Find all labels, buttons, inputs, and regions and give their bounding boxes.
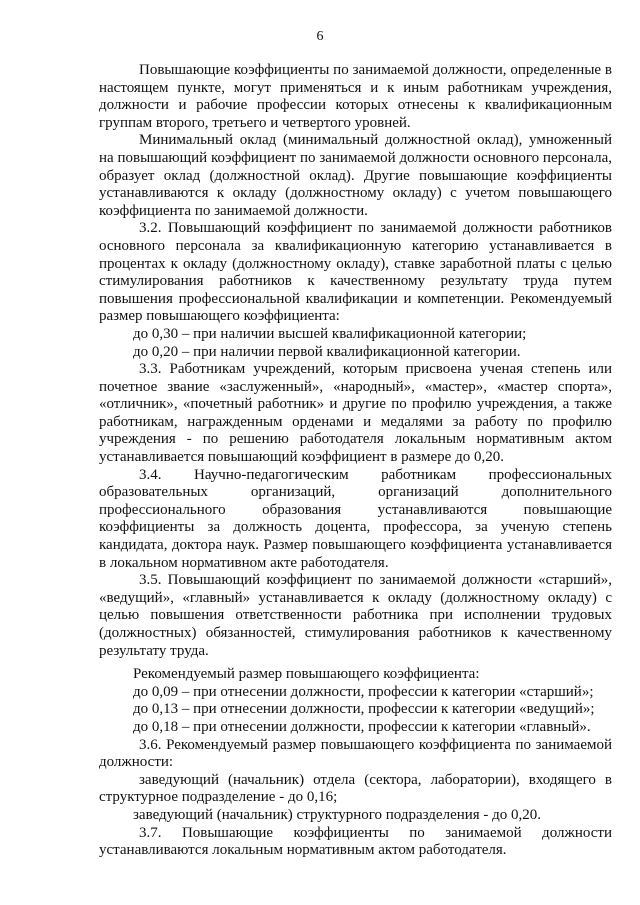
list-item-chief: до 0,18 – при отнесении должности, профессии к категории «главный». [133,718,591,735]
paragraph-3-5: 3.5. Повышающий коэффициент по занимаемой должности «старший», «ведущий», «главный» устанавливается к окладу (должностному окладу) с целью повышения ответственности работника при исполнении трудовых (должностных) обязанностей, стимулирования работников к качественному результату труда. [99,572,612,659]
paragraph-3-2: 3.2. Повышающий коэффициент по занимаемой должности работников основного персонала за квалификационную категорию устанавливается в процентах к окладу (должностному окладу), ставке заработной платы с целью стимулирования работников к качественному результату труда путем повышения профессиональной квалификации и компетенции. Рекомендуемый размер повышающего коэффициента: [99,220,612,325]
list-item-leading: до 0,13 – при отнесении должности, профессии к категории «ведущий»; [133,701,595,718]
list-item-first-category: до 0,20 – при наличии первой квалификационной категории. [133,343,521,360]
page-number: 6 [316,29,324,44]
document-body [99,62,612,860]
paragraph-recommended-size: Рекомендуемый размер повышающего коэффициента: [133,666,480,683]
paragraph-3-6: 3.6. Рекомендуемый размер повышающего коэффициента по занимаемой должности: [99,736,612,771]
list-item-highest-category: до 0,30 – при наличии высшей квалификационной категории; [133,325,527,342]
paragraph-intro: Повышающие коэффициенты по занимаемой должности, определенные в настоящем пункте, могут применяться и к иным работникам учреждения, должности и рабочие профессии которых отнесены к квалификационным группам второго, третьего и четвертого уровней. [99,62,612,131]
paragraph-3-3: 3.3. Работникам учреждений, которым присвоена ученая степень или почетное звание «заслуженный», «народный», «мастер», «мастер спорта», «отличник», «почетный работник» и другие по профилю учреждения, а также работникам, награжденным орденами и медалями за работу по профилю учреждения - по решению работодателя локальным нормативным актом устанавливается повышающий коэффициент в размере до 0,20. [99,361,612,466]
list-item-division-head: заведующий (начальник) структурного подразделения - до 0,20. [133,806,542,823]
paragraph-3-4: 3.4. Научно-педагогическим работникам профессиональных образовательных организаций, организаций дополнительного профессионального образования устанавливаются повышающие коэффициенты за должность доцента, профессора, за ученую степень кандидата, доктора наук. Размер повышающего коэффициента устанавливается в локальном нормативном акте работодателя. [99,466,612,571]
paragraph-3-7: 3.7. Повышающие коэффициенты по занимаемой должности устанавливаются локальным нормативным актом работодателя. [99,824,612,859]
list-item-department-head: заведующий (начальник) отдела (сектора, лаборатории), входящего в структурное подразделение - до 0,16; [99,771,612,806]
paragraph-min-salary: Минимальный оклад (минимальный должностной оклад), умноженный на повышающий коэффициент по занимаемой должности основного персонала, образует оклад (должностной оклад). Другие повышающие коэффициенты устанавливаются к окладу (должностному окладу) с учетом повышающего коэффициента по занимаемой должности. [99,132,612,219]
list-item-senior: до 0,09 – при отнесении должности, профессии к категории «старший»; [133,683,594,700]
